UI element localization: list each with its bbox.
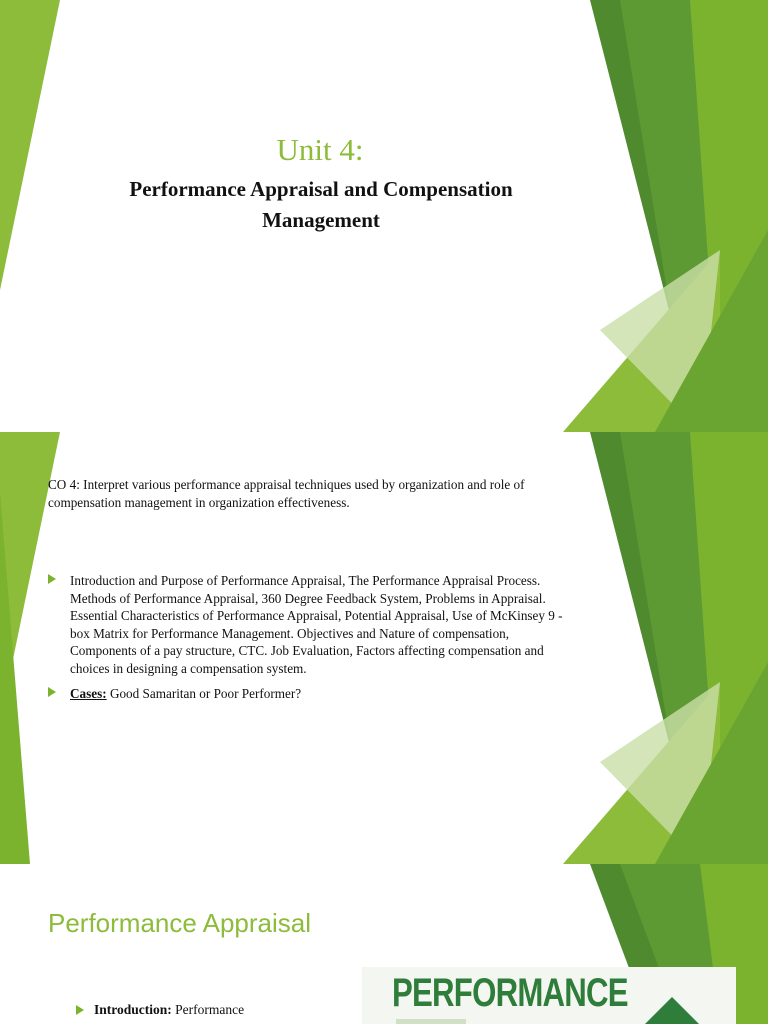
slide-title bbox=[0, 0, 768, 432]
cases-label: Cases: bbox=[70, 686, 107, 701]
intro-text: Performance bbox=[171, 1002, 245, 1017]
slide-heading: Performance Appraisal bbox=[48, 908, 312, 938]
intro-label: Introduction: bbox=[94, 1002, 172, 1017]
intro-bullet bbox=[76, 1002, 244, 1018]
bullet-arrow-icon bbox=[48, 687, 56, 697]
bullet-arrow-icon bbox=[48, 574, 56, 584]
left-green-wedge bbox=[0, 0, 60, 290]
bullet-arrow-icon bbox=[76, 1005, 84, 1015]
image-stripe bbox=[396, 1019, 466, 1024]
arrow-up-icon bbox=[642, 997, 702, 1024]
slide-course-outcome bbox=[0, 432, 768, 864]
performance-image-word: PERFORMANCE bbox=[392, 971, 628, 1015]
cases-bullet bbox=[48, 685, 578, 703]
intro-bullet-content bbox=[94, 1002, 244, 1017]
cases-bullet-content bbox=[70, 685, 578, 703]
performance-image-graphic bbox=[362, 967, 736, 1024]
topics-bullet bbox=[48, 572, 578, 677]
slide-subtitle: Performance Appraisal and Compensation Management bbox=[129, 177, 513, 232]
performance-image bbox=[362, 967, 736, 1024]
course-outcome-text: CO 4: Interpret various performance appraisal techniques used by organization and role of compensation management in organization effectiveness. bbox=[48, 477, 525, 510]
slide-title-heading: Unit 4: bbox=[276, 132, 364, 167]
cases-bullet-text: Good Samaritan or Poor Performer? bbox=[106, 686, 302, 701]
topics-bullet-text: Introduction and Purpose of Performance Appraisal, The Performance Appraisal Process. Methods of Performance Appraisal, 360 Degree Feedback System, Problems in Appraisal. Essential Characteristics of Performance Appraisal, Potential Appraisal, Use of McKinsey 9 - box Matrix for Performance Management. Objectives and Nature of compensation, Components of a pay structure, CTC. Job Evaluation, Factors affecting compensation and choices in designing a compensation system. bbox=[70, 573, 563, 676]
slide-performance-appraisal bbox=[0, 864, 768, 1024]
